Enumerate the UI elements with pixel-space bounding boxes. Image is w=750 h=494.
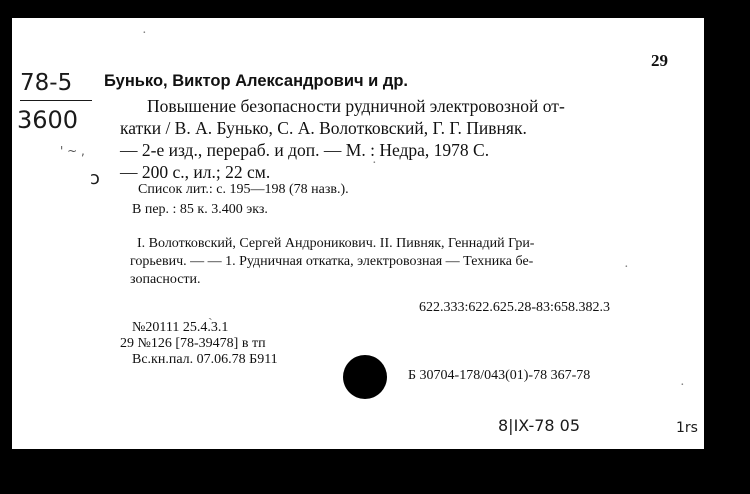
handwritten-scribble: ' ~ , [60, 144, 85, 158]
speck-mark: · [372, 156, 377, 171]
handwritten-hook-mark: ↄ [90, 168, 100, 189]
card-number: 29 [651, 51, 668, 70]
note-binding-price: В пер. : 85 к. 3.400 экз. [132, 202, 268, 217]
catalog-card [12, 18, 704, 449]
author-heading: Бунько, Виктор Александрович и др. [104, 72, 409, 90]
title-line-4: — 200 с., ил.; 22 см. [120, 162, 271, 182]
tracing-line-2: горьевич. — — 1. Рудничная откатка, электровозная — Техника бе- [130, 254, 534, 269]
card-punch-hole [343, 355, 387, 399]
print-info-line-3: Вс.кн.пал. 07.06.78 Б911 [132, 352, 278, 367]
handwritten-underline [20, 100, 92, 101]
price-code: Б 30704-178/043(01)-78 367-78 [408, 368, 591, 383]
note-bibliography: Список лит.: с. 195—198 (78 назв.). [138, 182, 349, 197]
print-info-line-2: 29 №126 [78-39478] в тп [120, 336, 266, 351]
speck-mark: · [624, 260, 629, 275]
udc-classification: 622.333:622.625.28-83:658.382.3 [419, 300, 610, 315]
speck-mark: · [680, 378, 685, 393]
print-info-line-1: №20111 25.4.3.1 [132, 320, 229, 335]
tracing-line-3: зопасности. [130, 272, 201, 287]
tracing-line-1: I. Волотковский, Сергей Андроникович. II. Пивняк, Геннадий Гри- [137, 236, 535, 251]
handwritten-edge-mark: 1rs [676, 420, 698, 436]
speck-mark: · [142, 26, 147, 41]
speck-mark: ˎ [208, 306, 213, 321]
handwritten-shelfmark-top: 78-5 [20, 70, 73, 96]
title-line-2: катки / В. А. Бунько, С. А. Волотковский, Г. Г. Пивняк. [120, 118, 527, 138]
handwritten-date: 8|IX-78 05 [498, 416, 581, 435]
title-line-1: Повышение безопасности рудничной электровозной от- [147, 96, 565, 116]
handwritten-shelfmark-bottom: 3600 [17, 106, 79, 134]
title-line-3: — 2-е изд., перераб. и доп. — М. : Недра, 1978 С. [120, 140, 490, 160]
